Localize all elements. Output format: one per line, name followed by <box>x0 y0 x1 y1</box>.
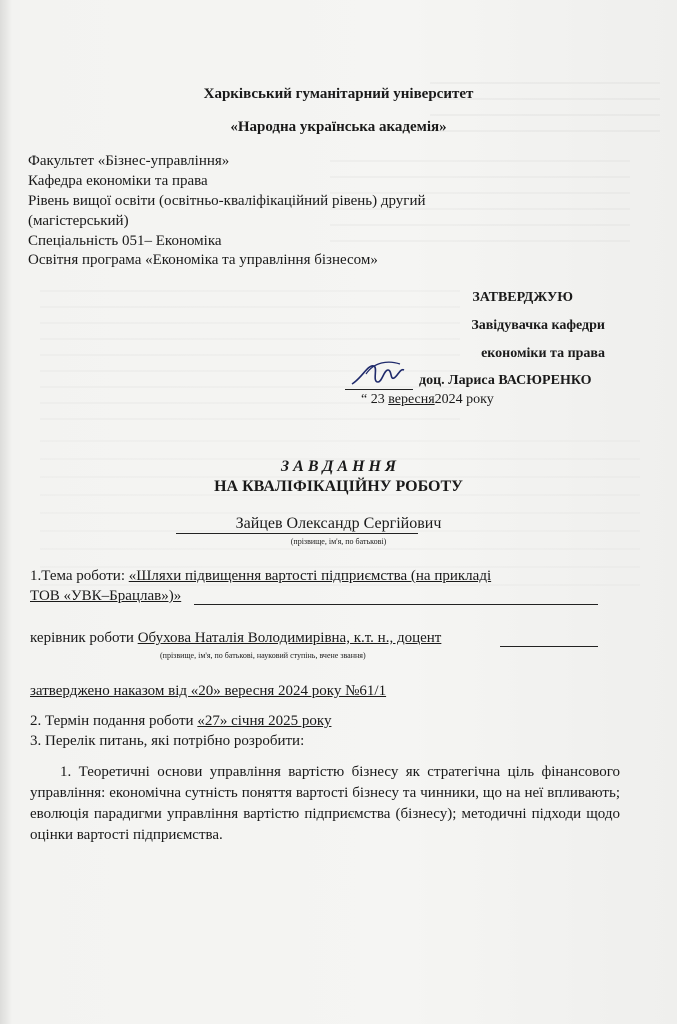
education-level: Рівень вищої освіти (освітньо-кваліфікаційний рівень) другий <box>28 193 426 209</box>
education-level-cont: (магістерський) <box>28 213 129 229</box>
approval-position: Завідувачка кафедри <box>471 318 605 333</box>
student-caption: (прізвище, ім'я, по батькові) <box>290 537 387 546</box>
supervisor-label: керівник роботи <box>30 630 138 646</box>
specialty: Спеціальність 051– Економіка <box>28 233 222 249</box>
faculty: Факультет «Бізнес-управління» <box>28 153 230 169</box>
department: Кафедра економіки та права <box>28 173 208 189</box>
approval-date-day: “ 23 <box>361 392 385 407</box>
approver-name: доц. Лариса ВАСЮРЕНКО <box>419 373 592 388</box>
topic-line1 <box>30 568 491 585</box>
deadline-line <box>30 713 331 730</box>
supervisor-line <box>30 630 441 647</box>
university-name: Харківський гуманітарний університет <box>203 86 474 102</box>
topic-label: 1.Тема роботи: <box>30 568 129 584</box>
student-underline <box>176 533 418 534</box>
signature-line <box>345 389 413 390</box>
supervisor-value: Обухова Наталія Володимирівна, к.т. н., доцент <box>137 630 442 646</box>
approval-date-month: вересня <box>388 392 435 407</box>
topic-underline <box>194 604 598 605</box>
question-1: 1. Теоретичні основи управління вартістю бізнесу як стратегічна ціль фінансового управління: економічна сутність поняття вартості бізнесу та чинники, що на неї впливають; еволюція парадигми управління вартістю підприємства (бізнесу); методичні підходи щодо оцінки вартості підприємства. <box>30 764 620 843</box>
academy-name: «Народна українська академія» <box>230 119 447 135</box>
approval-department: економіки та права <box>481 346 605 361</box>
program: Освітня програма «Економіка та управління бізнесом» <box>28 252 378 268</box>
approval-date-year: 2024 року <box>434 392 494 407</box>
supervisor-underline <box>500 646 598 647</box>
signature-icon <box>348 358 410 392</box>
task-title: З А В Д А Н Н Я <box>281 458 396 475</box>
order-line: затверджено наказом від «20» вересня 2024 року №61/1 <box>30 683 387 699</box>
deadline-value: «27» січня 2025 року <box>197 713 332 729</box>
student-name: Зайцев Олександр Сергійович <box>235 515 442 532</box>
supervisor-caption: (прізвище, ім'я, по батькові, науковий ступінь, вчене звання) <box>160 651 366 660</box>
approval-date <box>361 392 494 408</box>
topic-text-line1: «Шляхи підвищення вартості підприємства (на прикладі <box>128 568 492 584</box>
approval-title: ЗАТВЕРДЖУЮ <box>472 290 573 305</box>
questions-title: 3. Перелік питань, які потрібно розробити: <box>30 733 305 749</box>
deadline-label: 2. Термін подання роботи <box>30 713 198 729</box>
task-subtitle: НА КВАЛІФІКАЦІЙНУ РОБОТУ <box>214 478 463 495</box>
topic-text-line2: ТОВ «УВК–Брацлав»)» <box>30 588 182 604</box>
